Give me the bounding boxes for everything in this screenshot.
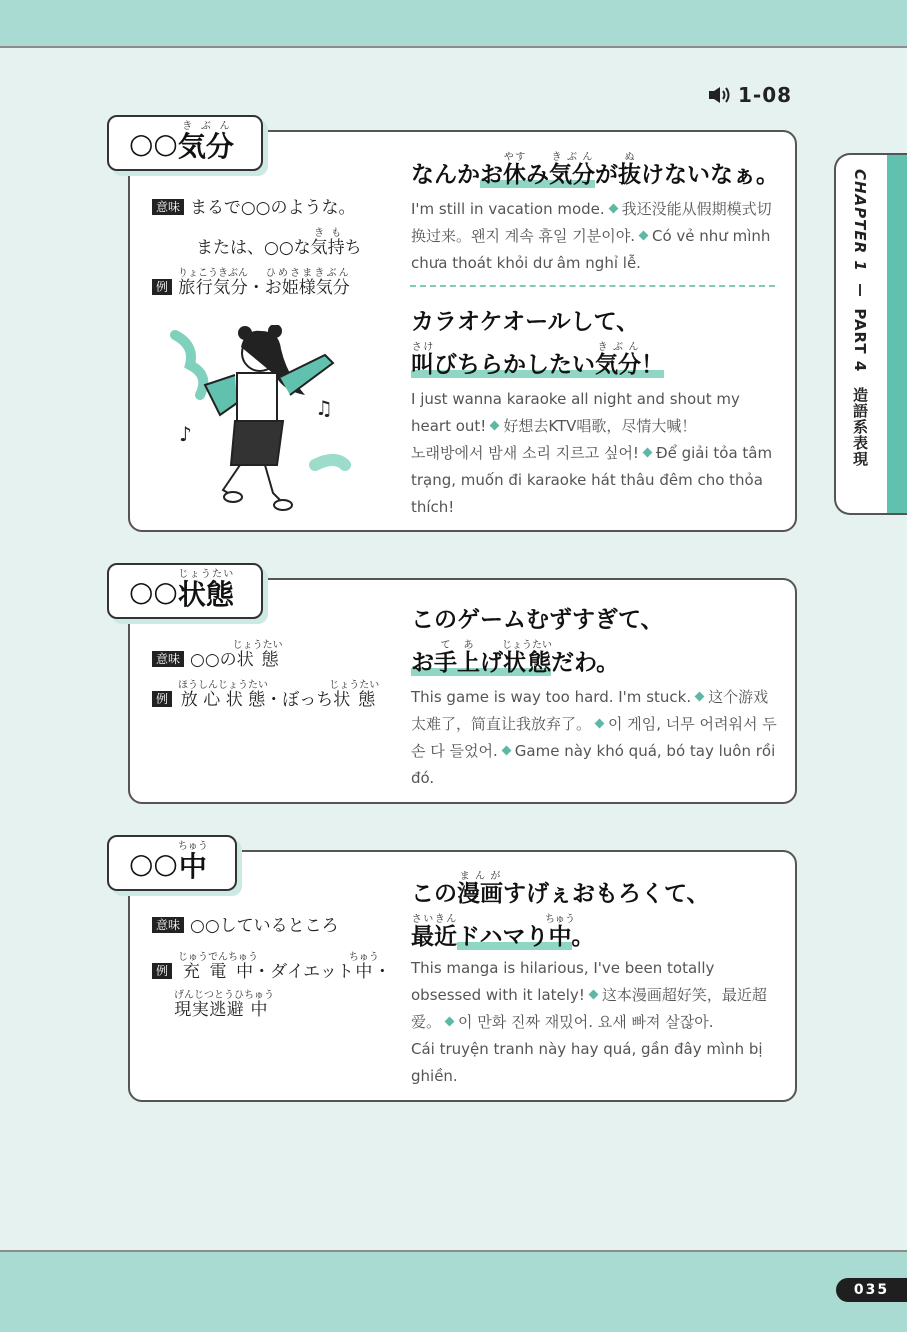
bottom-band: [0, 1250, 907, 1332]
example-kibun: 例 旅行気分りょこうきぶん・お姫様気分ひめさまきぶん: [152, 268, 350, 298]
track-number: 1-08: [738, 83, 793, 107]
svg-text:♪: ♪: [179, 422, 192, 446]
bullet-icon: [501, 746, 511, 756]
translation-joutai: This game is way too hard. I'm stuck. 这个游戏太难了，简直让我放弃了。 이 게임, 너무 어려워서 두 손 다 들었어. Game này khó quá, bó tay luôn rồi đó.: [411, 688, 777, 787]
entry-label-chuu: ○○ 中ちゅう: [107, 835, 237, 891]
meaning-tag: 意味: [152, 917, 184, 933]
bullet-icon: [643, 448, 653, 458]
bullet-icon: [595, 719, 605, 729]
example-tag: 例: [152, 691, 172, 707]
bullet-icon: [490, 421, 500, 431]
svg-text:♫: ♫: [315, 396, 333, 420]
sentence-joutai: このゲームむずすぎて、 お手て上あげ状態じょうたいだわ。: [411, 607, 664, 676]
bullet-icon: [639, 231, 649, 241]
speaker-icon: [708, 85, 734, 105]
translation-kibun-1: I'm still in vacation mode. 我还没能从假期模式切换过来。왠지 계속 휴일 기분이야. Có vẻ như mình chưa thoát khỏi dư âm nghỉ lễ.: [411, 200, 772, 272]
label-base: ○○: [129, 126, 178, 160]
label-word: 気分きぶん: [177, 121, 234, 163]
meaning-tag: 意味: [152, 199, 184, 215]
audio-track[interactable]: [708, 82, 792, 108]
sentence-chuu: この漫画まんがすげぇおもろくて、 最近さいきんドハマり中ちゅう。: [411, 871, 710, 950]
meaning-text-2: または、○○な: [196, 238, 311, 258]
example-tag: 例: [152, 279, 172, 295]
part-label: PART 4: [851, 308, 869, 373]
example-joutai: 例 放心状態ほうしんじょうたい・ぼっち状態じょうたい: [152, 680, 379, 710]
bullet-icon: [695, 692, 705, 702]
chapter-label: CHAPTER 1: [851, 169, 869, 272]
meaning-kibun: 意味 まるで○○のような。 または、○○な気持きもち: [152, 194, 402, 262]
sentence-kibun-1: なんかお休やすみ気分きぶんが抜ぬけないなぁ。: [411, 152, 779, 188]
dashed-divider: [410, 285, 775, 287]
meaning-chuu: 意味 ○○しているところ: [152, 912, 339, 940]
meaning-joutai: 意味 ○○の状態じょうたい: [152, 640, 283, 674]
chapter-strip: [887, 155, 907, 513]
bullet-icon: [588, 990, 598, 1000]
example-tag: 例: [152, 963, 172, 979]
entry-label-joutai: ○○ 状態じょうたい: [107, 563, 263, 619]
chapter-divider: [859, 284, 861, 296]
meaning-tag: 意味: [152, 651, 184, 667]
bullet-icon: [445, 1017, 455, 1027]
translation-chuu: This manga is hilarious, I've been totally obsessed with it lately! 这本漫画超好笑，最近超爱。 이 만화 진짜 재밌어. 요새 빠져 살잖아. Cái truyện tranh này hay quá, gần đây mình bị ghiền.: [411, 959, 767, 1085]
sentence-kibun-2: カラオケオールして、 叫さけびちらかしたい気分きぶん！: [411, 309, 664, 378]
example-chuu: 例 充電中じゅうでんちゅう・ダイエット中ちゅう・ 現実逃避げんじつとうひ中ちゅう: [152, 952, 402, 1029]
page-number: 035: [836, 1278, 907, 1302]
chapter-vertical-text: [850, 169, 871, 467]
meaning-text: まるで○○のような。: [190, 198, 356, 218]
top-band: [0, 0, 907, 48]
translation-kibun-2: I just wanna karaoke all night and shout my heart out! 好想去KTV唱歌，尽情大喊！ 노래방에서 밤새 소리 지르고 싶어! Để giải tỏa tâm trạng, muốn đi karaoke hát thâu đêm cho thỏa thích!: [411, 390, 773, 516]
bullet-icon: [608, 204, 618, 214]
karaoke-girl-illustration: [165, 325, 365, 515]
section-label: 造語系表現: [851, 386, 869, 467]
chapter-tab: [834, 153, 907, 515]
entry-label-kibun: [107, 115, 263, 171]
